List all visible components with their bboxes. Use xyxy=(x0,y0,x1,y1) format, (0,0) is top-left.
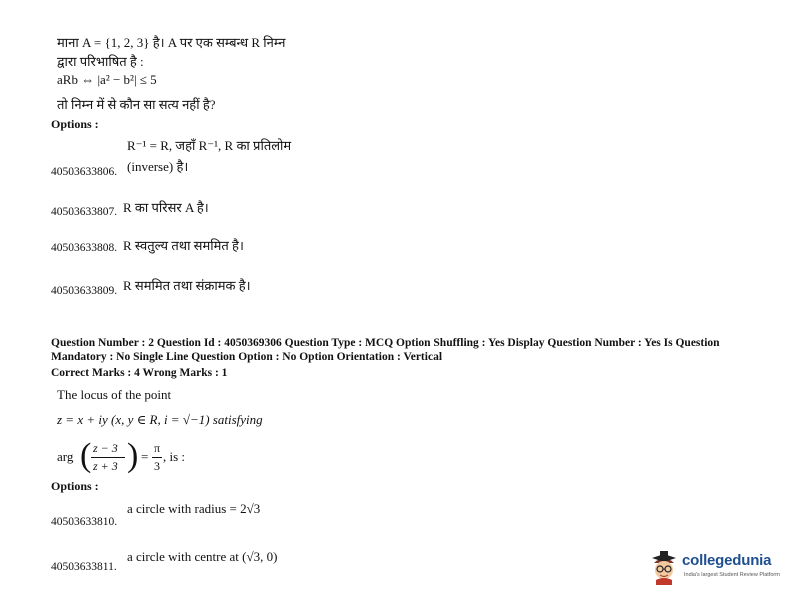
q1-options-label: Options : xyxy=(51,117,99,131)
q1-option-4-text: R सममित तथा संक्रामक है। xyxy=(123,278,251,293)
q1-option-1-text-line2: (inverse) है। xyxy=(127,159,189,174)
q2-header-line1: Question Number : 2 Question Id : 4050369306 Question Type : MCQ Option Shuffling : Yes Display Question Number : Yes Is Question xyxy=(51,337,720,349)
q1-option-2-id: 40503633807. xyxy=(51,206,118,218)
collegedunia-logo xyxy=(648,545,784,593)
rhs-fraction-bar xyxy=(152,457,162,458)
q1-option-1-text-line1: R⁻¹ = R, जहाँ R⁻¹, R का प्रतिलोम xyxy=(127,138,292,153)
q1-line2: द्वारा परिभाषित है : xyxy=(57,54,144,69)
q2-options-label: Options : xyxy=(51,479,99,493)
q1-option-3-text: R स्वतुल्य तथा सममित है। xyxy=(123,238,244,253)
q2-option-1-id: 40503633810. xyxy=(51,516,118,528)
rhs-denominator: 3 xyxy=(154,459,160,473)
logo-tagline: India's largest Student Review Platform xyxy=(684,572,780,578)
q1-option-3-id: 40503633808. xyxy=(51,242,118,254)
fraction-bar xyxy=(91,457,125,458)
q1-relation: aRb ⇔ |a² − b²| ≤ 5 xyxy=(57,72,157,87)
q2-option-2-id: 40503633811. xyxy=(51,561,117,573)
rhs-numerator: π xyxy=(154,441,161,455)
q2-header-line2: Mandatory : No Single Line Question Option : No Option Orientation : Vertical xyxy=(51,351,443,363)
logo-name: collegedunia xyxy=(682,552,772,569)
q2-option-2-text: a circle with centre at (√3, 0) xyxy=(127,549,278,564)
frac-denominator: z + 3 xyxy=(93,459,118,473)
frac-numerator: z − 3 xyxy=(93,441,118,455)
equals-sign: = xyxy=(141,449,149,464)
arg-label: arg xyxy=(57,449,74,464)
q1-option-2-text: R का परिसर A है। xyxy=(123,200,209,215)
q2-line1: The locus of the point xyxy=(57,387,172,402)
q1-line1: माना A = {1, 2, 3} है। A पर एक सम्बन्ध R निम्न xyxy=(57,35,286,50)
q2-marks: Correct Marks : 4 Wrong Marks : 1 xyxy=(51,367,228,379)
q2-tail: , is : xyxy=(163,449,186,464)
q1-line4: तो निम्न में से कौन सा सत्य नहीं है? xyxy=(57,97,216,112)
q2-arg-expression xyxy=(57,438,197,478)
left-paren: ( xyxy=(80,437,92,474)
mascot-icon xyxy=(648,549,680,585)
right-paren: ) xyxy=(127,437,139,474)
q2-option-1-text: a circle with radius = 2√3 xyxy=(127,501,261,516)
q2-line2: z = x + iy (x, y ∈ R, i = √−1) satisfying xyxy=(57,412,263,427)
q1-option-1-id: 40503633806. xyxy=(51,166,118,178)
q1-option-4-id: 40503633809. xyxy=(51,285,118,297)
